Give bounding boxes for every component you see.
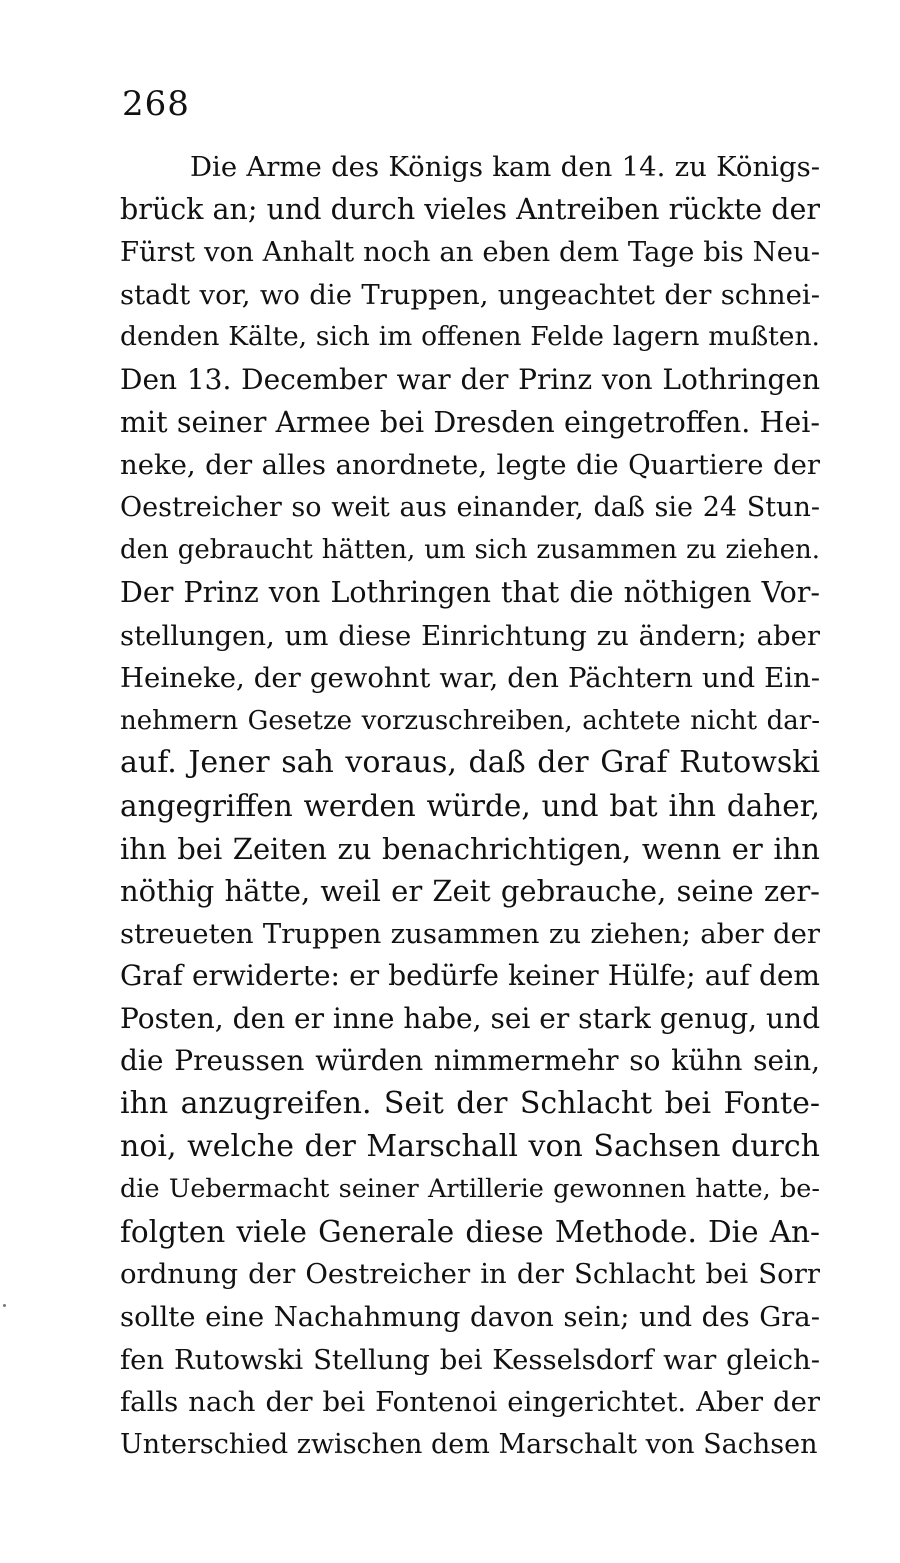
text-line: Fürst von Anhalt noch an eben dem Tage bis Neu- (120, 236, 820, 269)
text-line: streueten Truppen zusammen zu ziehen; aber der (120, 917, 820, 950)
text-line: Graf erwiderte: er bedürfe keiner Hülfe; auf dem (120, 959, 820, 993)
text-line: folgten viele Generale diese Methode. Die An- (120, 1214, 820, 1249)
text-line: fen Rutowski Stellung bei Kesselsdorf war gleich- (120, 1343, 820, 1376)
text-line: sollte eine Nachahmung davon sein; und des Gra- (120, 1301, 820, 1334)
text-line: die Preussen würden nimmermehr so kühn sein, (120, 1044, 820, 1078)
text-line: ordnung der Oestreicher in der Schlacht bei Sorr (120, 1258, 820, 1291)
text-line: Oestreicher so weit aus einander, daß sie 24 Stun- (120, 491, 820, 523)
text-line: Die Arme des Königs kam den 14. zu Königs- (190, 151, 820, 183)
text-line: die Uebermacht seiner Artillerie gewonnen hatte, be- (120, 1174, 820, 1205)
page-number: 268 (122, 84, 190, 124)
scan-speck (3, 1304, 6, 1307)
text-line: angegriffen werden würde, und bat ihn daher, (120, 788, 820, 823)
text-line: Posten, den er inne habe, sei er stark genug, und (120, 1001, 820, 1035)
text-line: noi, welche der Marschall von Sachsen durch (120, 1128, 820, 1164)
body-text (120, 146, 820, 1466)
text-line: ihn bei Zeiten zu benachrichtigen, wenn er ihn (120, 831, 820, 866)
text-line: den gebraucht hätten, um sich zusammen zu ziehen. (120, 535, 820, 566)
text-line: auf. Jener sah voraus, daß der Graf Rutowski (120, 745, 820, 781)
text-line: Den 13. December war der Prinz von Lothringen (120, 362, 820, 396)
text-line: falls nach der bei Fontenoi eingerichtet. Aber der (120, 1386, 820, 1419)
text-line: neke, der alles anordnete, legte die Quartiere der (120, 449, 820, 482)
text-line: stellungen, um diese Einrichtung zu ändern; aber (120, 619, 820, 652)
text-line: nehmern Gesetze vorzuschreiben, achtete nicht dar- (120, 705, 820, 736)
text-line: stadt vor, wo die Truppen, ungeachtet der schnei- (120, 278, 820, 311)
text-line: nöthig hätte, weil er Zeit gebrauche, seine zer- (120, 874, 820, 909)
text-line: mit seiner Armee bei Dresden eingetroffen. Hei- (120, 405, 820, 439)
text-line: ihn anzugreifen. Seit der Schlacht bei Fonte- (120, 1086, 820, 1122)
text-line: denden Kälte, sich im offenen Felde lagern mußten. (120, 321, 820, 353)
text-line: Heineke, der gewohnt war, den Pächtern und Ein- (120, 662, 820, 695)
text-line: Unterschied zwischen dem Marschalt von Sachsen (120, 1428, 818, 1460)
text-line: brück an; und durch vieles Antreiben rückte der (120, 192, 820, 226)
text-line: Der Prinz von Lothringen that die nöthigen Vor- (120, 575, 820, 609)
